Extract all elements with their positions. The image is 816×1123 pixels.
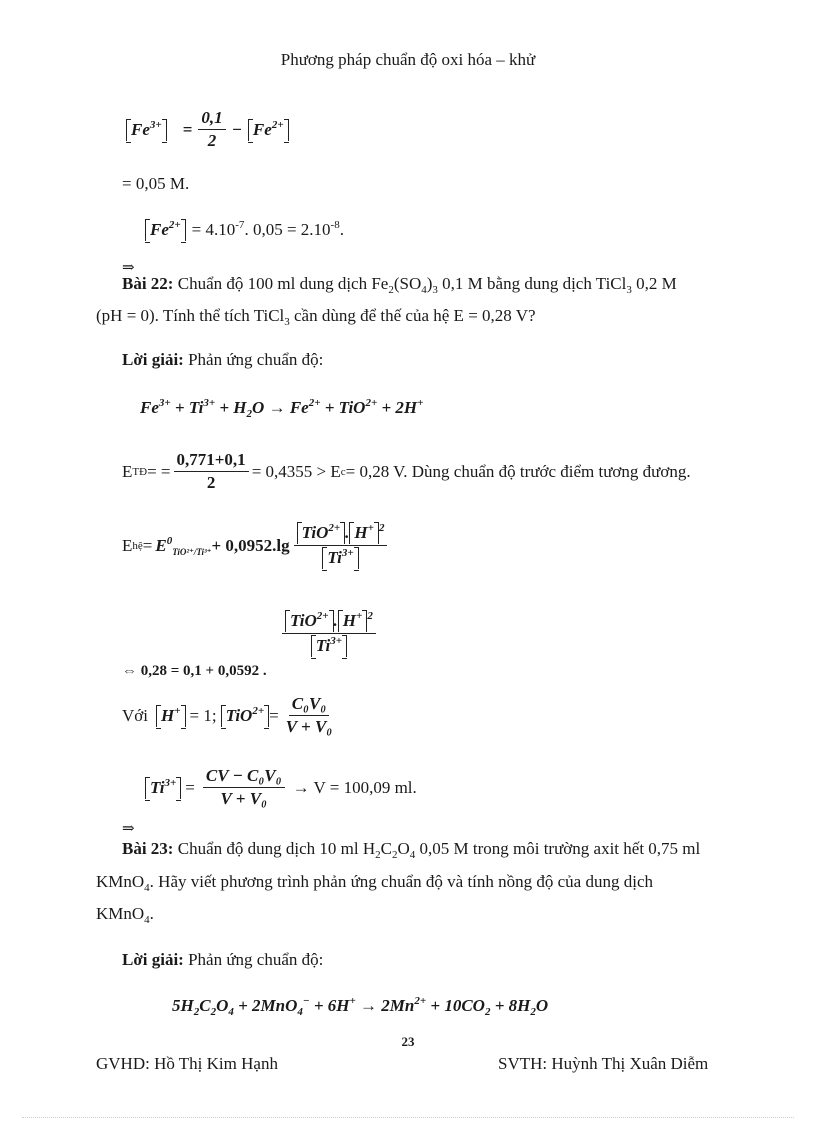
bracket-fe3: $Fe^{3+}$ [126, 119, 167, 141]
fraction-lg: $\frac{TiO^{2+} . H^+ ^2}{Ti^{3+}}$ [294, 522, 388, 569]
bai-23-line-1: Bài 23: Chuẩn độ dung dịch 10 ml $H_2C_2O_4$ 0,05 M trong môi trường axit hết 0,75 ml [122, 839, 701, 861]
fraction-etd: $\frac{0,771+0,1}{2}$ [174, 450, 249, 493]
implies-arrow-1: ⇒ [122, 260, 135, 276]
footer-left: GVHD: Hồ Thị Kim Hạnh [96, 1054, 278, 1073]
equation-voi: Với H+ = 1; TiO$^{2+}$ = $\frac{\text{C₀V₀}}{\text{V + V₀}}$ [122, 694, 333, 736]
result-0-05: = 0,05 M. [122, 174, 190, 193]
equation-fe3: $Fe^{3+}$ = $\frac{0,1}{2}$ − $Fe^{2+}$ [126, 108, 289, 151]
equation-fe2: $Fe^{2+}$ = $4.10^{-7}$. $0,05 = 2.10^{-8}$. [145, 219, 344, 241]
equation-028-line: ⇔ 0,28 = 0,1 + 0,0592 . [122, 663, 267, 679]
loi-giai-2: Lời giải: Phản ứng chuẩn độ: [122, 950, 324, 969]
fraction-0-1-over-2: $\frac{0,1}{2}$ [198, 108, 225, 151]
page-bottom-divider [22, 1117, 794, 1118]
equation-ehe: E hệ = $E^0_{TiO^{2+}/Ti^{3+}}$ + 0,0952.lg $\frac{TiO^{2+} . H^+ ^2}{Ti^{3+}}$ [122, 522, 387, 569]
reaction-oxalate-permanganate: $5H_2C_2O_4 + 2MnO_4^- + 6H^+ \to 2Mn^{2+} + 10CO_2 + 8H_2O$ [172, 995, 549, 1018]
page-number: 23 [401, 1034, 415, 1049]
equation-ti3: $Ti^{3+}$ = $\frac{\text{CV − C₀V₀}}{\text{V + V₀}}$ → V = 100,09 ml. [145, 766, 417, 809]
fraction-028: $\frac{TiO^{2+} . H^+ ^2}{Ti^{3+}}$ [282, 610, 376, 657]
header-title: Phương pháp chuẩn độ oxi hóa – khử [280, 50, 536, 69]
footer-right: SVTH: Huỳnh Thị Xuân Diễm [498, 1054, 709, 1073]
page-header [0, 50, 816, 70]
equation-etd: E TĐ = = $\frac{0,771+0,1}{2}$ = 0,4355 > E c = 0,28 V. Dùng chuẩn độ trước điểm tương đương. [122, 450, 691, 492]
implies-arrow-2: ⇒ [122, 821, 135, 837]
bai-23-line-2: KMnO$_4$. Hãy viết phương trình phản ứng chuẩn độ và tính nồng độ của dung dịch [96, 872, 653, 894]
bracket-fe2: $Fe^{2+}$ [248, 119, 289, 141]
loi-giai-1: Lời giải: Phản ứng chuẩn độ: [122, 350, 324, 369]
bai-22-line-2: (pH = 0). Tính thể tích TiCl$_3$ cần dùng để thế của hệ E = 0,28 V? [96, 306, 536, 328]
bai-23-line-3: KMnO$_4$. [96, 904, 154, 926]
bai-22-line-1: Bài 22: Chuẩn độ 100 ml dung dịch $Fe_2(SO_4)_3$ 0,1 M bằng dung dịch TiCl$_3$ 0,2 M [122, 274, 677, 296]
reaction-fe-ti: $Fe^{3+} + Ti^{3+} + H_2O \to Fe^{2+} + TiO^{2+} + 2H^+$ [140, 397, 424, 420]
